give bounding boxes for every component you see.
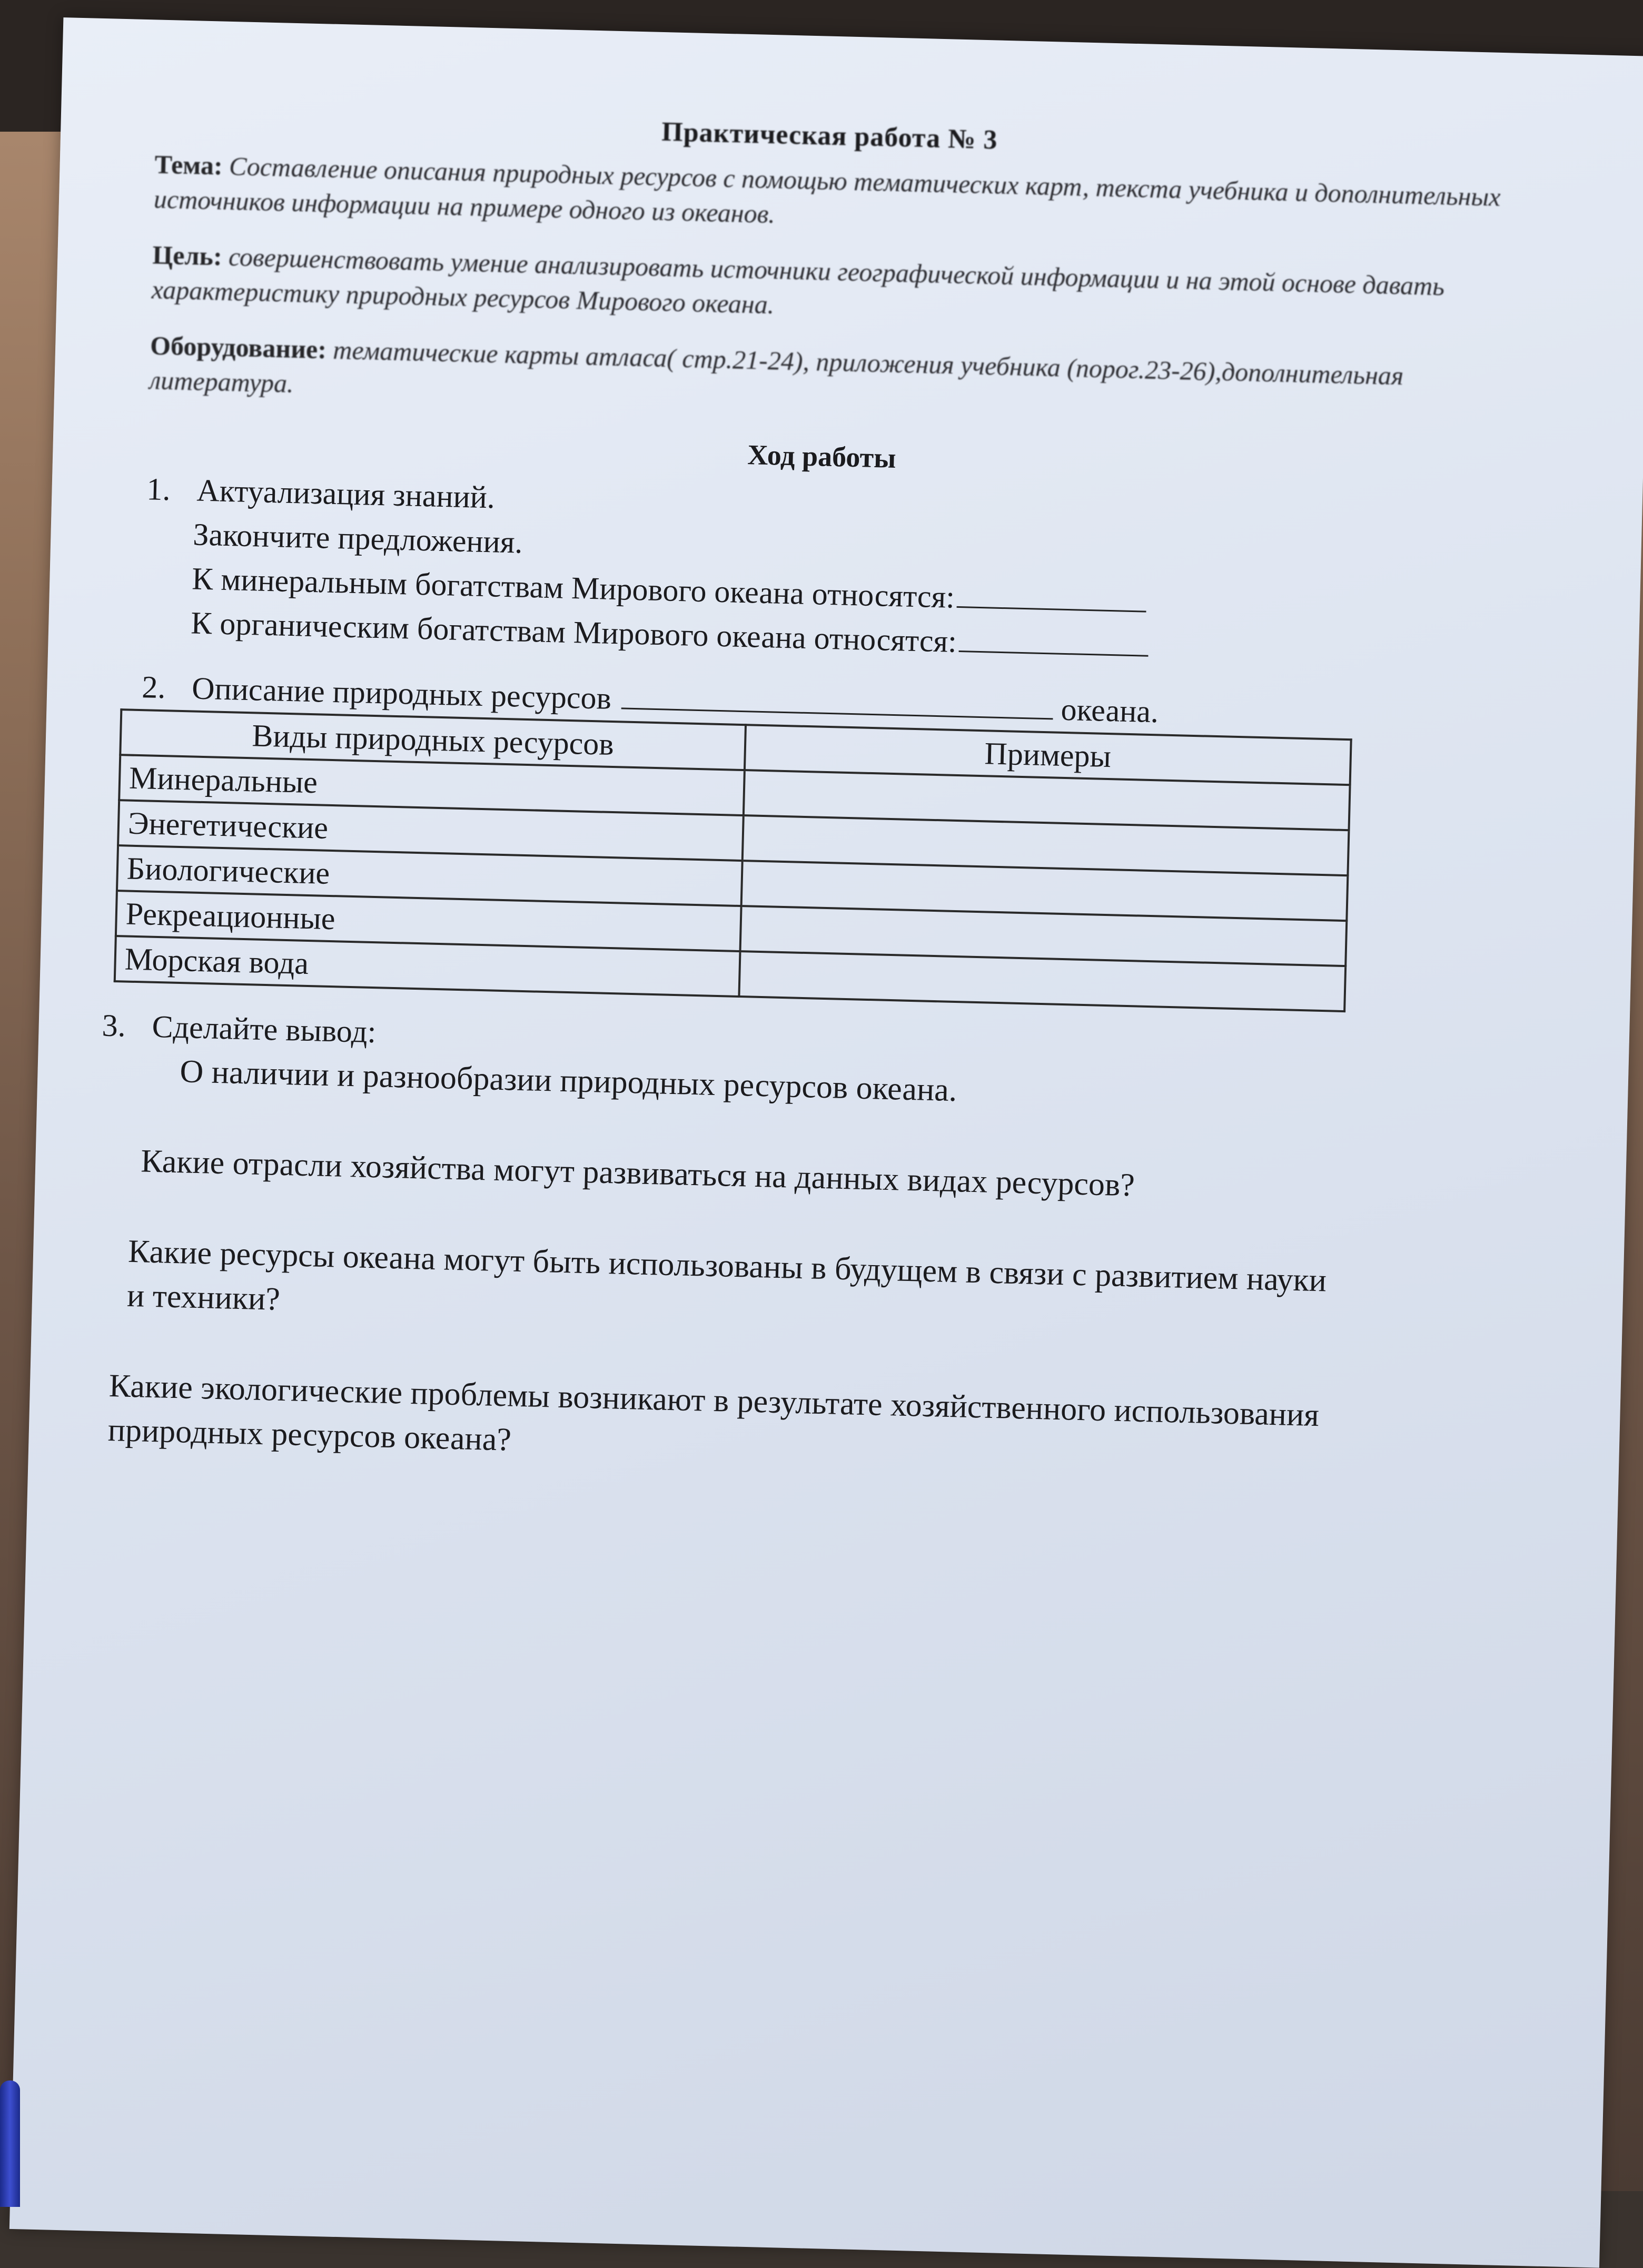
step2-number: 2. (141, 669, 166, 705)
table-cell-type: Энегетические (118, 800, 744, 861)
page-title: Практическая работа № 3 (661, 116, 998, 155)
question-2: Какие отрасли хозяйства могут развиваться на данных видах ресурсов? (140, 1143, 1135, 1204)
step1-title: Актуализация знаний. (196, 472, 496, 515)
table-cell-type: Морская вода (115, 936, 740, 997)
pen (0, 2080, 20, 2207)
table-cell-type: Минеральные (119, 755, 745, 815)
step1 (143, 467, 1494, 676)
worksheet-content (101, 104, 1504, 1532)
table-cell-type: Рекреационные (116, 891, 741, 951)
hod-raboty-heading: Ход работы (747, 439, 897, 474)
ocean-name-blank[interactable] (621, 686, 1053, 719)
question-1: О наличии и разнообразии природных ресурсов океана. (179, 1053, 958, 1109)
tema-label: Тема: (154, 149, 223, 181)
question-3: Какие ресурсы океана могут быть использованы в будущем в связи с развитием науки и техники? (126, 1233, 1327, 1317)
step1-instruction: Закончите предложения. (192, 517, 523, 560)
answer-blank-organic[interactable] (958, 629, 1149, 657)
step1-line2-text: К органическим богатствам Мирового океана относятся: (190, 605, 957, 659)
cel-paragraph (151, 237, 1500, 340)
table-header-examples: Примеры (745, 725, 1351, 785)
step2-suffix: океана. (1060, 692, 1159, 729)
worksheet-paper (9, 17, 1643, 2268)
step3-number: 3. (101, 1008, 126, 1043)
cel-text: совершенствовать умение анализировать источники географической информации и на этой основе давать характеристику природных ресурсов Мирового океана. (151, 241, 1445, 320)
answer-blank-mineral[interactable] (956, 585, 1146, 613)
oborudovanie-text: тематические карты атласа( стр.21-24), приложения учебника (порог.23-26),дополнительная литература. (149, 334, 1404, 398)
oborudovanie-label: Оборудование: (150, 330, 327, 364)
question-4: Какие экологические проблемы возникают в результате хозяйственного использования природных ресурсов океана? (107, 1368, 1320, 1458)
step3-title: Сделайте вывод: (151, 1009, 377, 1050)
cel-label: Цель: (152, 240, 223, 271)
table-cell-type: Биологические (117, 845, 743, 906)
oborudovanie-paragraph (149, 328, 1498, 430)
step1-line1-text: К минеральным богатствам Мирового океана относятся: (191, 561, 955, 615)
step1-number: 1. (146, 471, 171, 507)
table-header-types: Виды природных ресурсов (120, 709, 746, 770)
step2-title: Описание природных ресурсов (191, 670, 612, 716)
tema-text: Составление описания природных ресурсов с помощью тематических карт, текста учебника и дополнительных источников информации на примере одного из океанов. (153, 151, 1501, 229)
resources-table (114, 708, 1352, 1012)
